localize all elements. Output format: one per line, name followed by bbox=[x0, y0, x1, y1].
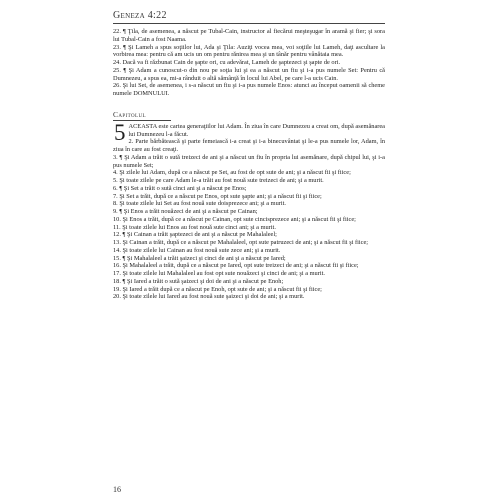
verse-5-16: 16. Şi Mahalaleel a trăit, după ce a născut pe Iared, opt sute treizeci de ani; şi a născut fii şi fiice; bbox=[113, 262, 359, 270]
verse-5-17: 17. Şi toate zilele lui Mahalaleel au fost opt sute nouăzeci şi cinci de ani; şi a murit. bbox=[113, 270, 325, 277]
verse-4-24: 24. Dacă va fi răzbunat Cain de şapte ori, cu adevărat, Lameh de şaptezeci şi şapte de ori. bbox=[113, 59, 341, 66]
verse-5-4: 4. Şi zilele lui Adam, după ce a născut pe Set, au fost de opt sute de ani; şi a născut fii şi fiice; bbox=[113, 169, 351, 177]
verse-5-6: 6. ¶ Şi Set a trăit o sută cinci ani şi a născut pe Enos; bbox=[113, 184, 247, 192]
verse-5-2: 2. Parte bărbătească şi parte femeiască i-a creat şi i-a binecuvântat şi le-a pus numele lor, Adam, în ziua în care au fost creaţi. bbox=[113, 138, 385, 153]
verse-5-10: 10. Şi Enos a trăit, după ce a născut pe Cainan, opt sute cincisprezece ani; şi a născut fii şi fiice; bbox=[113, 215, 356, 223]
verse-5-13: 13. Şi Cainan a trăit, după ce a născut pe Mahalaleel, opt sute patruzeci de ani; şi a născut fii şi fiice; bbox=[113, 239, 369, 246]
page-number: 16 bbox=[113, 485, 121, 494]
verse-4-26: 26. Şi lui Set, de asemenea, i s-a născut un fiu şi i-a pus numele Enos: atunci au început oamenii să cheme numele DOMNULUI. bbox=[113, 82, 385, 97]
verse-5-5: 5. Şi toate zilele pe care Adam le-a trăit au fost nouă sute treizeci de ani; şi a murit. bbox=[113, 177, 324, 184]
verse-5-19: 19. Şi Iared a trăit după ce a născut pe Enoh, opt sute de ani; şi a născut fii şi fiice; bbox=[113, 285, 322, 293]
chapter-opening bbox=[113, 119, 385, 145]
bible-page bbox=[113, 10, 385, 494]
running-head: Geneza 4:22 bbox=[113, 10, 385, 24]
verse-5-14: 14. Şi toate zilele lui Cainan au fost nouă sute zece ani; şi a murit. bbox=[113, 246, 281, 254]
verse-5-9: 9. ¶ Şi Enos a trăit nouăzeci de ani şi a născut pe Cainan; bbox=[113, 208, 258, 215]
verse-5-7: 7. Şi Set a trăit, după ce a născut pe Enos, opt sute şapte ani; şi a născut fii şi fiice; bbox=[113, 192, 322, 200]
verses-chapter-5 bbox=[113, 138, 385, 301]
chapter-heading: Capitolul bbox=[113, 110, 171, 121]
verse-4-25: 25. ¶ Şi Adam a cunoscut-o din nou pe soţia lui şi ea a născut un fiu şi i-a pus numele Set: Pentru că Dumnezeu, a spus ea, mi-a rânduit o altă sămânţă în locul lui Abel, pe care l-a ucis Cain. bbox=[113, 66, 385, 82]
verse-5-1: ACEASTA este cartea generaţiilor lui Adam. În ziua în care Dumnezeu a creat om, după asemănarea lui Dumnezeu l-a făcut. bbox=[128, 122, 385, 138]
verse-5-3: 3. ¶ Şi Adam a trăit o sută treizeci de ani şi a născut un fiu în propria lui asemănare, după chipul lui, şi i-a pus numele Set; bbox=[113, 153, 385, 169]
verse-5-20: 20. Şi toate zilele lui Iared au fost nouă sute şaizeci şi doi de ani; şi a murit. bbox=[113, 293, 305, 301]
verse-4-23: 23. ¶ Şi Lameh a spus soţiilor lui, Ada şi Ţila: Auziţi vocea mea, voi soţiile lui Lameh, daţi ascultare la vorbirea mea: pentru că am ucis un om pentru rănirea mea şi un tânăr pentru vânătaia mea. bbox=[113, 43, 385, 59]
verse-5-11: 11. Şi toate zilele lui Enos au fost nouă sute cinci ani; şi a murit. bbox=[113, 223, 276, 231]
verse-5-18: 18. ¶ Şi Iared a trăit o sută şaizeci şi doi de ani şi a născut pe Enoh; bbox=[113, 277, 284, 285]
chapter-number: 5 bbox=[114, 119, 126, 145]
verses-top bbox=[113, 28, 385, 98]
verse-5-8: 8. Şi toate zilele lui Set au fost nouă sute doisprezece ani; şi a murit. bbox=[113, 200, 286, 208]
verse-4-22: 22. ¶ Ţila, de asemenea, a născut pe Tubal-Cain, instructor al fiecărui meşteşugar în aramă şi fier; şi sora lui Tubal-Cain a fost Naama. bbox=[113, 28, 385, 43]
verse-5-15: 15. ¶ Şi Mahalaleel a trăit şaizeci şi cinci de ani şi a născut pe Iared; bbox=[113, 254, 286, 262]
verse-5-12: 12. ¶ Şi Cainan a trăit şaptezeci de ani şi a născut pe Mahalaleel; bbox=[113, 231, 277, 239]
